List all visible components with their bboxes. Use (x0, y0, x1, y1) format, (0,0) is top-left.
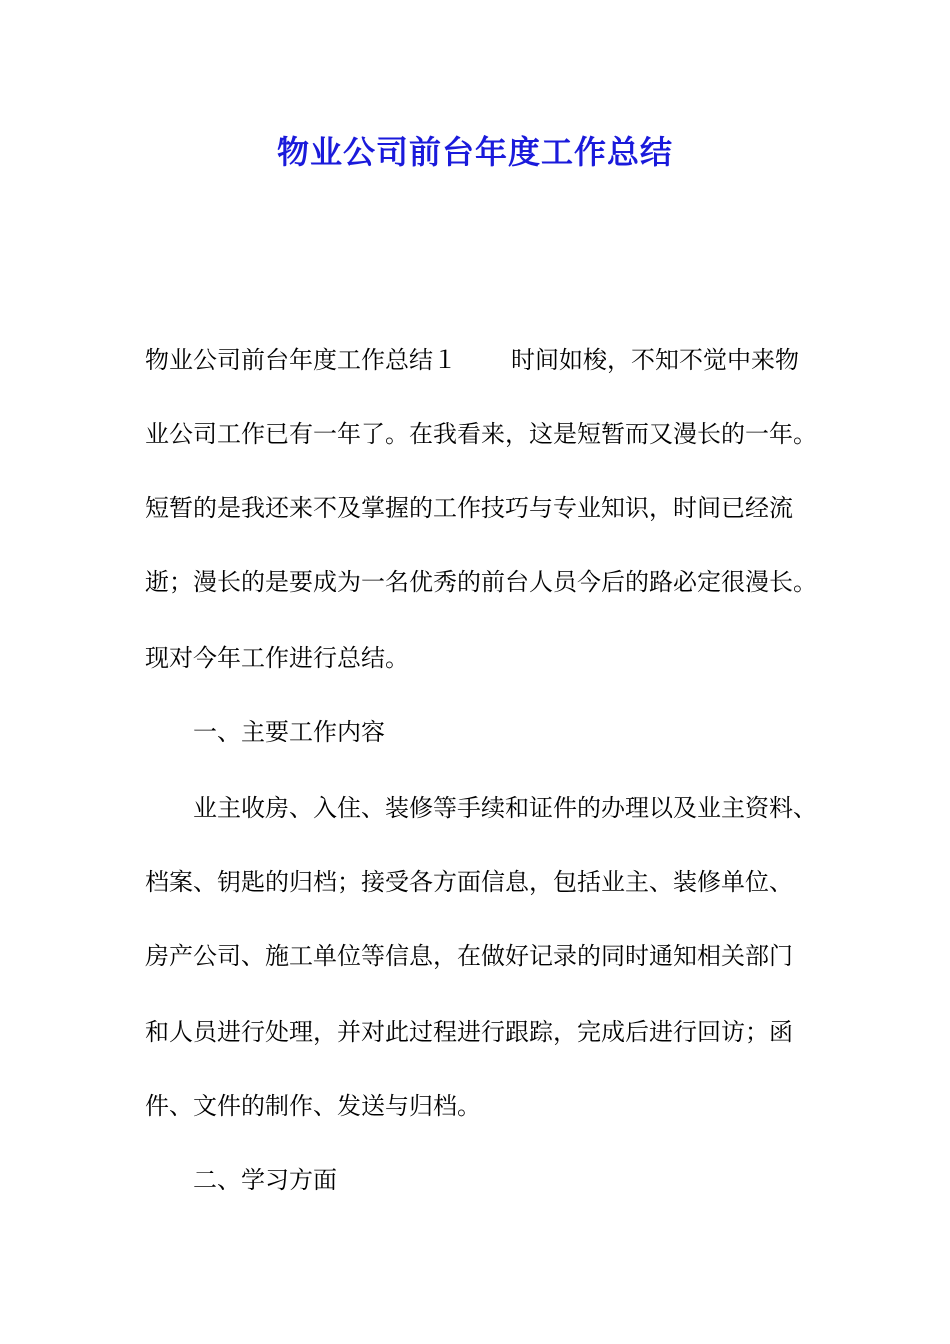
paragraph-line: 房产公司、施工单位等信息，在做好记录的同时通知相关部门 (145, 942, 793, 970)
paragraph-line: 和人员进行处理，并对此过程进行跟踪，完成后进行回访；函 (145, 1018, 793, 1046)
intro-label: 物业公司前台年度工作总结１ (145, 346, 457, 374)
paragraph-line: 业公司工作已有一年了。在我看来，这是短暂而又漫长的一年。 (145, 420, 817, 448)
paragraph-line: 档案、钥匙的归档；接受各方面信息，包括业主、装修单位、 (145, 868, 793, 896)
document-title: 物业公司前台年度工作总结 (276, 133, 673, 171)
paragraph-line: 逝；漫长的是要成为一名优秀的前台人员今后的路必定很漫长。 (145, 568, 817, 596)
paragraph-line: 业主收房、入住、装修等手续和证件的办理以及业主资料、 (193, 794, 817, 822)
section-heading: 一、主要工作内容 (193, 718, 385, 746)
paragraph-line (145, 340, 799, 380)
paragraph-text: 时间如梭，不知不觉中来物 (511, 346, 799, 374)
paragraph-line: 短暂的是我还来不及掌握的工作技巧与专业知识，时间已经流 (145, 494, 793, 522)
paragraph-line: 现对今年工作进行总结。 (145, 644, 409, 672)
paragraph-line: 件、文件的制作、发送与归档。 (145, 1092, 481, 1120)
section-heading: 二、学习方面 (193, 1166, 337, 1194)
